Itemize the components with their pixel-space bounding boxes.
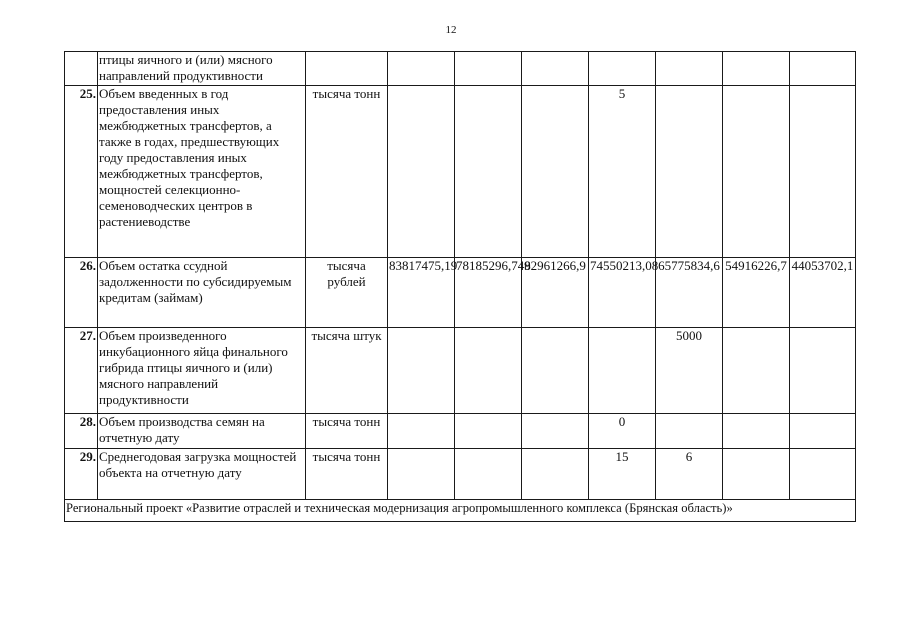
row-number: 26. <box>65 258 98 328</box>
value-cell <box>455 86 522 258</box>
unit-cell: тысяча рублей <box>306 258 388 328</box>
value-cell: 6 <box>656 449 723 500</box>
value-cell <box>790 328 856 414</box>
value-cell <box>522 414 589 449</box>
value-cell <box>723 52 790 86</box>
value-cell <box>455 52 522 86</box>
value-cell <box>723 449 790 500</box>
value-cell: 15 <box>589 449 656 500</box>
row-number: 29. <box>65 449 98 500</box>
row-number <box>65 52 98 86</box>
value-cell <box>522 449 589 500</box>
value-cell <box>522 328 589 414</box>
value-cell: 65775834,6 <box>656 258 723 328</box>
row-number: 25. <box>65 86 98 258</box>
value-cell: 44053702,1 <box>790 258 856 328</box>
table-body <box>65 52 856 522</box>
value-cell: 5 <box>589 86 656 258</box>
value-cell <box>723 414 790 449</box>
indicator-name: Объем введенных в год предоставления иных межбюджетных трансфертов, а также в годах, предшествующих году предоставления иных межбюджетных трансфертов, мощностей селекционно-семеноводческих центров в растениеводстве <box>98 86 306 258</box>
value-cell <box>723 328 790 414</box>
table-row <box>65 52 856 86</box>
value-cell <box>455 414 522 449</box>
value-cell <box>388 414 455 449</box>
value-cell <box>388 328 455 414</box>
value-cell: 54916226,7 <box>723 258 790 328</box>
value-cell <box>656 52 723 86</box>
unit-cell: тысяча тонн <box>306 86 388 258</box>
page-number: 12 <box>445 24 457 36</box>
value-cell: 0 <box>589 414 656 449</box>
value-cell <box>589 328 656 414</box>
value-cell <box>589 52 656 86</box>
value-cell <box>656 414 723 449</box>
row-number: 27. <box>65 328 98 414</box>
value-cell <box>455 449 522 500</box>
indicator-name: птицы яичного и (или) мясного направлений продуктивности <box>98 52 306 86</box>
value-cell <box>388 52 455 86</box>
value-cell <box>790 414 856 449</box>
unit-cell: тысяча тонн <box>306 449 388 500</box>
table-row <box>65 86 856 258</box>
value-cell <box>388 86 455 258</box>
indicator-name: Объем производства семян на отчетную дату <box>98 414 306 449</box>
unit-cell: тысяча штук <box>306 328 388 414</box>
value-cell <box>790 449 856 500</box>
value-cell <box>790 52 856 86</box>
indicator-name: Среднегодовая загрузка мощностей объекта на отчетную дату <box>98 449 306 500</box>
indicators-table <box>64 51 856 522</box>
value-cell <box>522 86 589 258</box>
row-number: 28. <box>65 414 98 449</box>
value-cell: 83817475,19 <box>388 258 455 328</box>
value-cell: 74550213,08 <box>589 258 656 328</box>
value-cell: 92961266,9 <box>522 258 589 328</box>
indicator-name: Объем произведенного инкубационного яйца финального гибрида птицы яичного и (или) мясного направлений продуктивности <box>98 328 306 414</box>
table-row <box>65 414 856 449</box>
value-cell <box>723 86 790 258</box>
value-cell: 78185296,748 <box>455 258 522 328</box>
table-row <box>65 449 856 500</box>
value-cell: 5000 <box>656 328 723 414</box>
unit-cell <box>306 52 388 86</box>
table-row <box>65 328 856 414</box>
value-cell <box>522 52 589 86</box>
footer-row <box>65 500 856 522</box>
table-row <box>65 258 856 328</box>
unit-cell: тысяча тонн <box>306 414 388 449</box>
regional-project-title: Региональный проект «Развитие отраслей и техническая модернизация агропромышленного комплекса (Брянская область)» <box>65 500 856 522</box>
indicator-name: Объем остатка ссудной задолженности по субсидируемым кредитам (займам) <box>98 258 306 328</box>
value-cell <box>388 449 455 500</box>
value-cell <box>790 86 856 258</box>
value-cell <box>656 86 723 258</box>
value-cell <box>455 328 522 414</box>
